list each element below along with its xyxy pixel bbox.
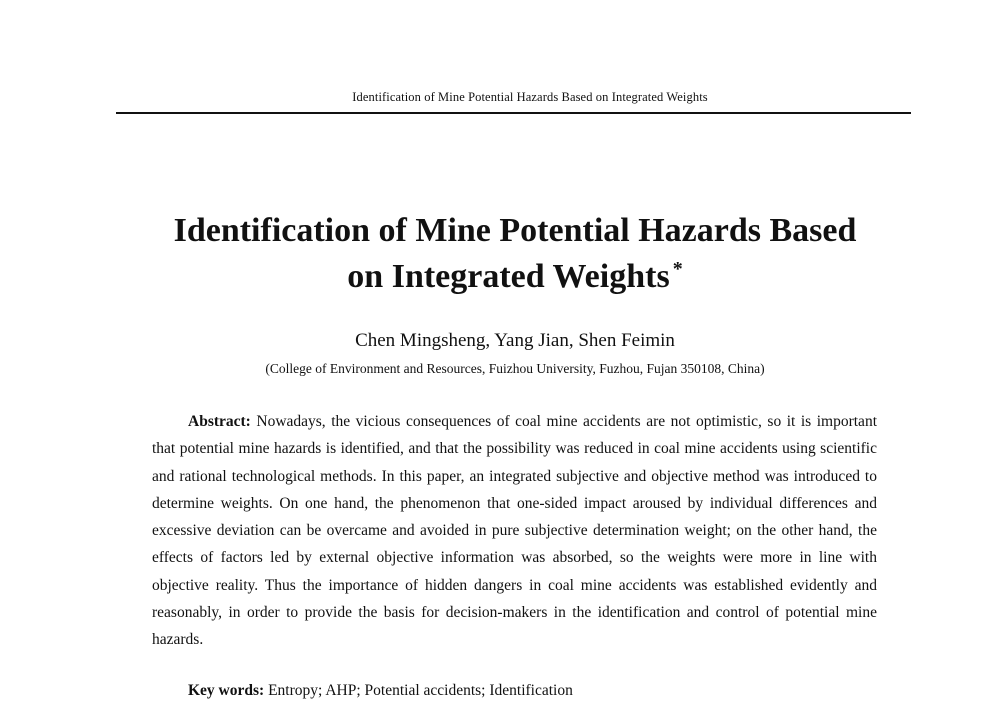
- abstract-label: Abstract:: [188, 413, 251, 430]
- affiliation: (College of Environment and Resources, Fuizhou University, Fuzhou, Fujan 350108, China): [265, 361, 765, 376]
- keywords-label: Key words:: [188, 682, 265, 699]
- abstract: [152, 408, 877, 654]
- paper-title: [120, 208, 910, 300]
- running-header: Identification of Mine Potential Hazards Based on Integrated Weights: [352, 90, 708, 104]
- header-rule: [116, 112, 911, 114]
- abstract-text: Nowadays, the vicious consequences of coal mine accidents are not optimistic, so it is important that potential mine hazards is identified, and that the possibility was reduced in coal mine accidents using scientific and rational technological methods. In this paper, an integrated subjective and objective method was introduced to determine weights. On one hand, the phenomenon that one-sided impact aroused by individual differences and excessive deviation can be overcame and avoided in pure subjective determination weight; on the other hand, the effects of factors led by external objective information was absorbed, so the weights were more in line with objective reality. Thus the importance of hidden dangers in coal mine accidents was established evidently and reasonably, in order to provide the basis for decision-makers in the identification and control of potential mine hazards.: [152, 413, 877, 649]
- title-line-1: Identification of Mine Potential Hazards Based: [173, 212, 857, 249]
- title-footnote-mark: *: [672, 257, 683, 280]
- author-list: Chen Mingsheng, Yang Jian, Shen Feimin: [355, 330, 675, 351]
- keywords-text: Entropy; AHP; Potential accidents; Identification: [268, 682, 573, 699]
- keywords: [188, 680, 888, 702]
- title-line-2: on Integrated Weights: [347, 258, 670, 295]
